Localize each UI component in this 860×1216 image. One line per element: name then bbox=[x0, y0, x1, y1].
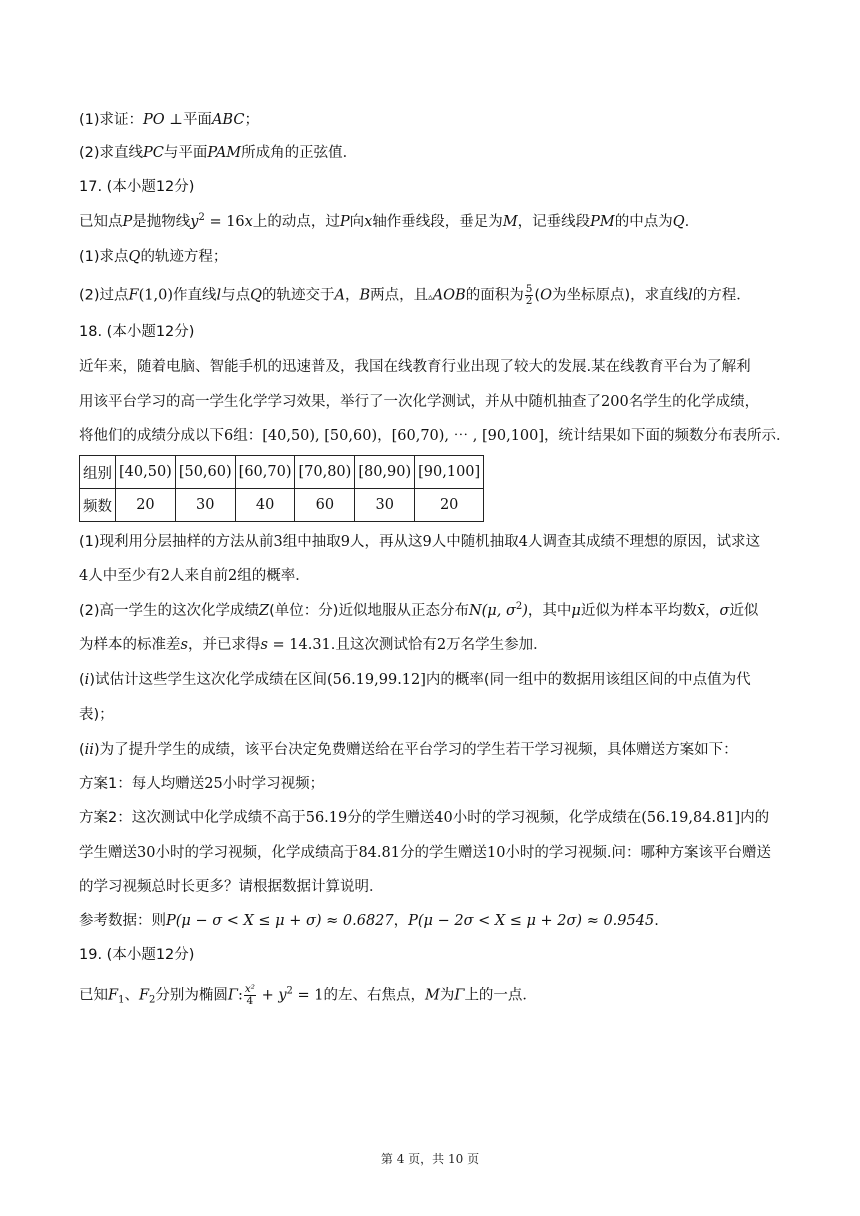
reference-data: 参考数据：则P(μ − σ < X ≤ μ + σ) ≈ 0.6827，P(μ − 2σ < X ≤ μ + 2σ) ≈ 0.9545. bbox=[79, 913, 659, 929]
table-cell: [80,90) bbox=[355, 456, 415, 489]
q17-part1: (1)求点Q的轨迹方程； bbox=[79, 249, 228, 265]
q18-subpart-i-line1: (i)试估计这些学生这次化学成绩在区间(56.19,99.12]内的概率(同一组中的数据用该组区间的中点值为代 bbox=[79, 672, 751, 688]
table-cell: 30 bbox=[175, 489, 235, 522]
q19-stem: 已知$F_1$、$F_2$分别为椭圆Γ: $\frac{\text{x²}}{4}$ + $y^2 = 1$的左、右焦点，M为Γ上的一点． bbox=[79, 983, 537, 1007]
question-19-heading: 19. (本小题12分) bbox=[79, 947, 195, 963]
q18-part2-line2: 为样本的标准差s，并已求得s = 14.31.且这次测试恰有2万名学生参加． bbox=[79, 637, 548, 653]
table-count-label: 频数 bbox=[80, 489, 116, 522]
frequency-table bbox=[79, 455, 484, 522]
fraction-five-halves: $\frac{5}{2}$ bbox=[525, 283, 533, 307]
q17-stem: 已知点P是抛物线$y^2 = 16x$上的动点，过P向x轴作垂线段，垂足为M，记垂线段PM的中点为Q. bbox=[79, 212, 690, 230]
table-cell: [70,80) bbox=[295, 456, 355, 489]
table-cell: [50,60) bbox=[175, 456, 235, 489]
table-header-label: 组别 bbox=[80, 456, 116, 489]
question-17-heading: 17. (本小题12分) bbox=[79, 179, 195, 195]
q18-stem-line1: 近年来，随着电脑、智能手机的迅速普及，我国在线教育行业出现了较大的发展.某在线教育平台为了解利 bbox=[79, 359, 751, 375]
table-cell: 60 bbox=[295, 489, 355, 522]
q18-part1-line2: 4人中至少有2人来自前2组的概率． bbox=[79, 568, 310, 584]
table-cell: [60,70) bbox=[235, 456, 295, 489]
table-cell: 20 bbox=[116, 489, 176, 522]
q16-part2: (2)求直线PC与平面PAM所成角的正弦值． bbox=[79, 145, 358, 161]
q18-part1-line1: (1)现利用分层抽样的方法从前3组中抽取9人，再从这9人中随机抽取4人调查其成绩不理想的原因，试求这 bbox=[79, 534, 760, 550]
table-row bbox=[80, 456, 484, 489]
question-18-heading: 18. (本小题12分) bbox=[79, 324, 195, 340]
table-cell: 20 bbox=[415, 489, 484, 522]
page-footer: 第 4 页，共 10 页 bbox=[380, 1152, 480, 1166]
q18-subpart-i-line2: 表)； bbox=[79, 707, 114, 723]
plan-2-line3: 的学习视频总时长更多？请根据数据计算说明． bbox=[79, 879, 384, 895]
q18-subpart-ii: (ii)为了提升学生的成绩，该平台决定免费赠送给在平台学习的学生若干学习视频，具体赠送方案如下： bbox=[79, 742, 738, 758]
q16-part1: (1)求证：PO ⊥平面ABC； bbox=[79, 112, 259, 128]
q18-part2-line1: (2)高一学生的这次化学成绩Z(单位：分)近似地服从正态分布N(μ, $\sigma^2$)，其中μ近似为样本平均数x̄，σ近似 bbox=[79, 601, 759, 619]
q18-stem-line2: 用该平台学习的高一学生化学学习效果，举行了一次化学测试，并从中随机抽查了200名学生的化学成绩， bbox=[79, 394, 760, 410]
table-cell: [40,50) bbox=[116, 456, 176, 489]
q18-stem-line3: 将他们的成绩分成以下6组：[40,50), [50,60)，[60,70), ⋯ , [90,100]，统计结果如下面的频数分布表所示． bbox=[79, 428, 791, 444]
table-row bbox=[80, 489, 484, 522]
fraction-x-squared-over-four: $\frac{\text{x²}}{4}$ bbox=[244, 983, 255, 1007]
table-cell: [90,100] bbox=[415, 456, 484, 489]
table-cell: 30 bbox=[355, 489, 415, 522]
q17-part2: (2)过点F(1,0)作直线l与点Q的轨迹交于A，B两点，且▵AOB的面积为 $\frac{5}{2}$ (O为坐标原点)，求直线l的方程． bbox=[79, 283, 751, 307]
plan-2-line2: 学生赠送30小时的学习视频，化学成绩高于84.81分的学生赠送10小时的学习视频.问：哪种方案该平台赠送 bbox=[79, 845, 772, 861]
plan-1: 方案1：每人均赠送25小时学习视频； bbox=[79, 776, 325, 792]
plan-2-line1: 方案2：这次测试中化学成绩不高于56.19分的学生赠送40小时的学习视频，化学成绩在(56.19,84.81]内的 bbox=[79, 810, 770, 826]
table-cell: 40 bbox=[235, 489, 295, 522]
